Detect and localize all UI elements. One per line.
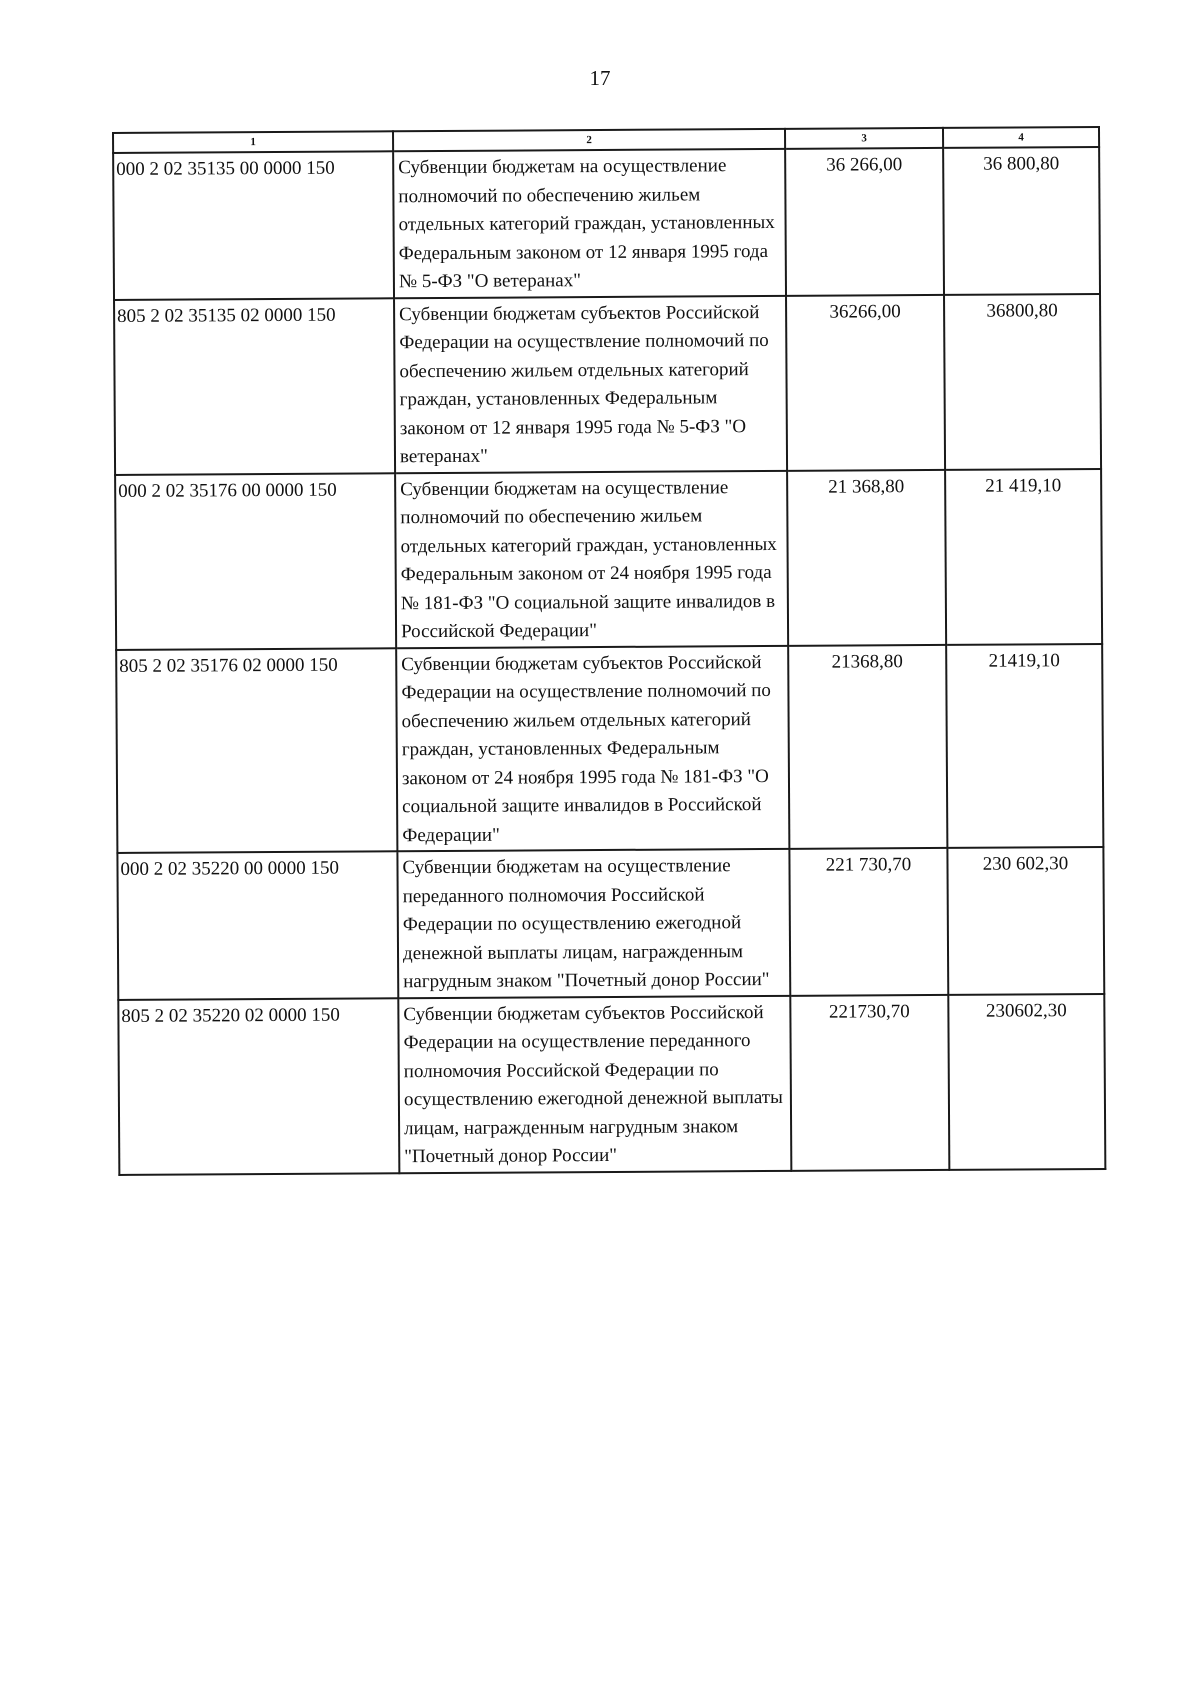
amount-cell-column-4: 21419,10 xyxy=(946,643,1103,847)
amount-cell-column-3: 221730,70 xyxy=(790,994,949,1170)
description-cell: Субвенции бюджетам субъектов Российской Федерации на осуществление полномочий по обеспечению жильем отдельных категорий граждан, установленных Федеральным законом от 12 января 1995 года № 5-ФЗ "О ветеранах" xyxy=(394,295,787,472)
page-number: 17 xyxy=(589,66,611,90)
column-header-2: 2 xyxy=(393,129,785,151)
amount-cell-column-3: 36 266,00 xyxy=(785,148,944,295)
table-row xyxy=(115,468,1102,649)
description-cell: Субвенции бюджетам на осуществление переданного полномочия Российской Федерации по осуществлению ежегодной денежной выплаты лицам, награжденным нагрудным знаком "Почетный донор России" xyxy=(397,849,790,998)
table-row xyxy=(113,147,1100,300)
column-header-1: 1 xyxy=(113,131,393,153)
budget-table xyxy=(112,126,1106,1176)
description-cell: Субвенции бюджетам на осуществление полномочий по обеспечению жильем отдельных категорий граждан, установленных Федеральным законом от 12 января 1995 года № 5-ФЗ "О ветеранах" xyxy=(393,149,786,298)
amount-cell-column-4: 21 419,10 xyxy=(945,468,1102,644)
column-header-3: 3 xyxy=(785,128,943,149)
budget-code-cell: 805 2 02 35176 02 0000 150 xyxy=(116,648,397,853)
table-row xyxy=(118,993,1105,1174)
description-cell: Субвенции бюджетам субъектов Российской Федерации на осуществление полномочий по обеспечению жильем отдельных категорий граждан, установленных Федеральным законом от 24 ноября 1995 года № 181-ФЗ "О социальной защите инвалидов в Российской Федерации" xyxy=(396,645,789,851)
amount-cell-column-3: 21 368,80 xyxy=(787,469,946,645)
amount-cell-column-4: 36800,80 xyxy=(944,293,1101,469)
amount-cell-column-4: 230 602,30 xyxy=(947,847,1104,994)
amount-cell-column-4: 230602,30 xyxy=(948,993,1105,1169)
column-header-4: 4 xyxy=(943,127,1099,148)
budget-code-cell: 805 2 02 35220 02 0000 150 xyxy=(118,998,399,1175)
description-cell: Субвенции бюджетам субъектов Российской Федерации на осуществление переданного полномочия Российской Федерации по осуществлению ежегодной денежной выплаты лицам, награжденным нагрудным знаком "Почетный донор России" xyxy=(398,995,791,1172)
budget-code-cell: 000 2 02 35220 00 0000 150 xyxy=(117,851,398,999)
amount-cell-column-3: 36266,00 xyxy=(786,294,945,470)
amount-cell-column-3: 21368,80 xyxy=(788,644,947,848)
budget-code-cell: 000 2 02 35176 00 0000 150 xyxy=(115,473,396,650)
description-cell: Субвенции бюджетам на осуществление полномочий по обеспечению жильем отдельных категорий граждан, установленных Федеральным законом от 24 ноября 1995 года № 181-ФЗ "О социальной защите инвалидов в Российской Федерации" xyxy=(395,470,788,647)
amount-cell-column-4: 36 800,80 xyxy=(943,147,1100,294)
table-row xyxy=(114,293,1101,474)
table-row xyxy=(116,643,1103,853)
amount-cell-column-3: 221 730,70 xyxy=(789,848,948,995)
budget-code-cell: 000 2 02 35135 00 0000 150 xyxy=(113,151,394,299)
budget-code-cell: 805 2 02 35135 02 0000 150 xyxy=(114,298,395,475)
table-row xyxy=(117,847,1104,1000)
